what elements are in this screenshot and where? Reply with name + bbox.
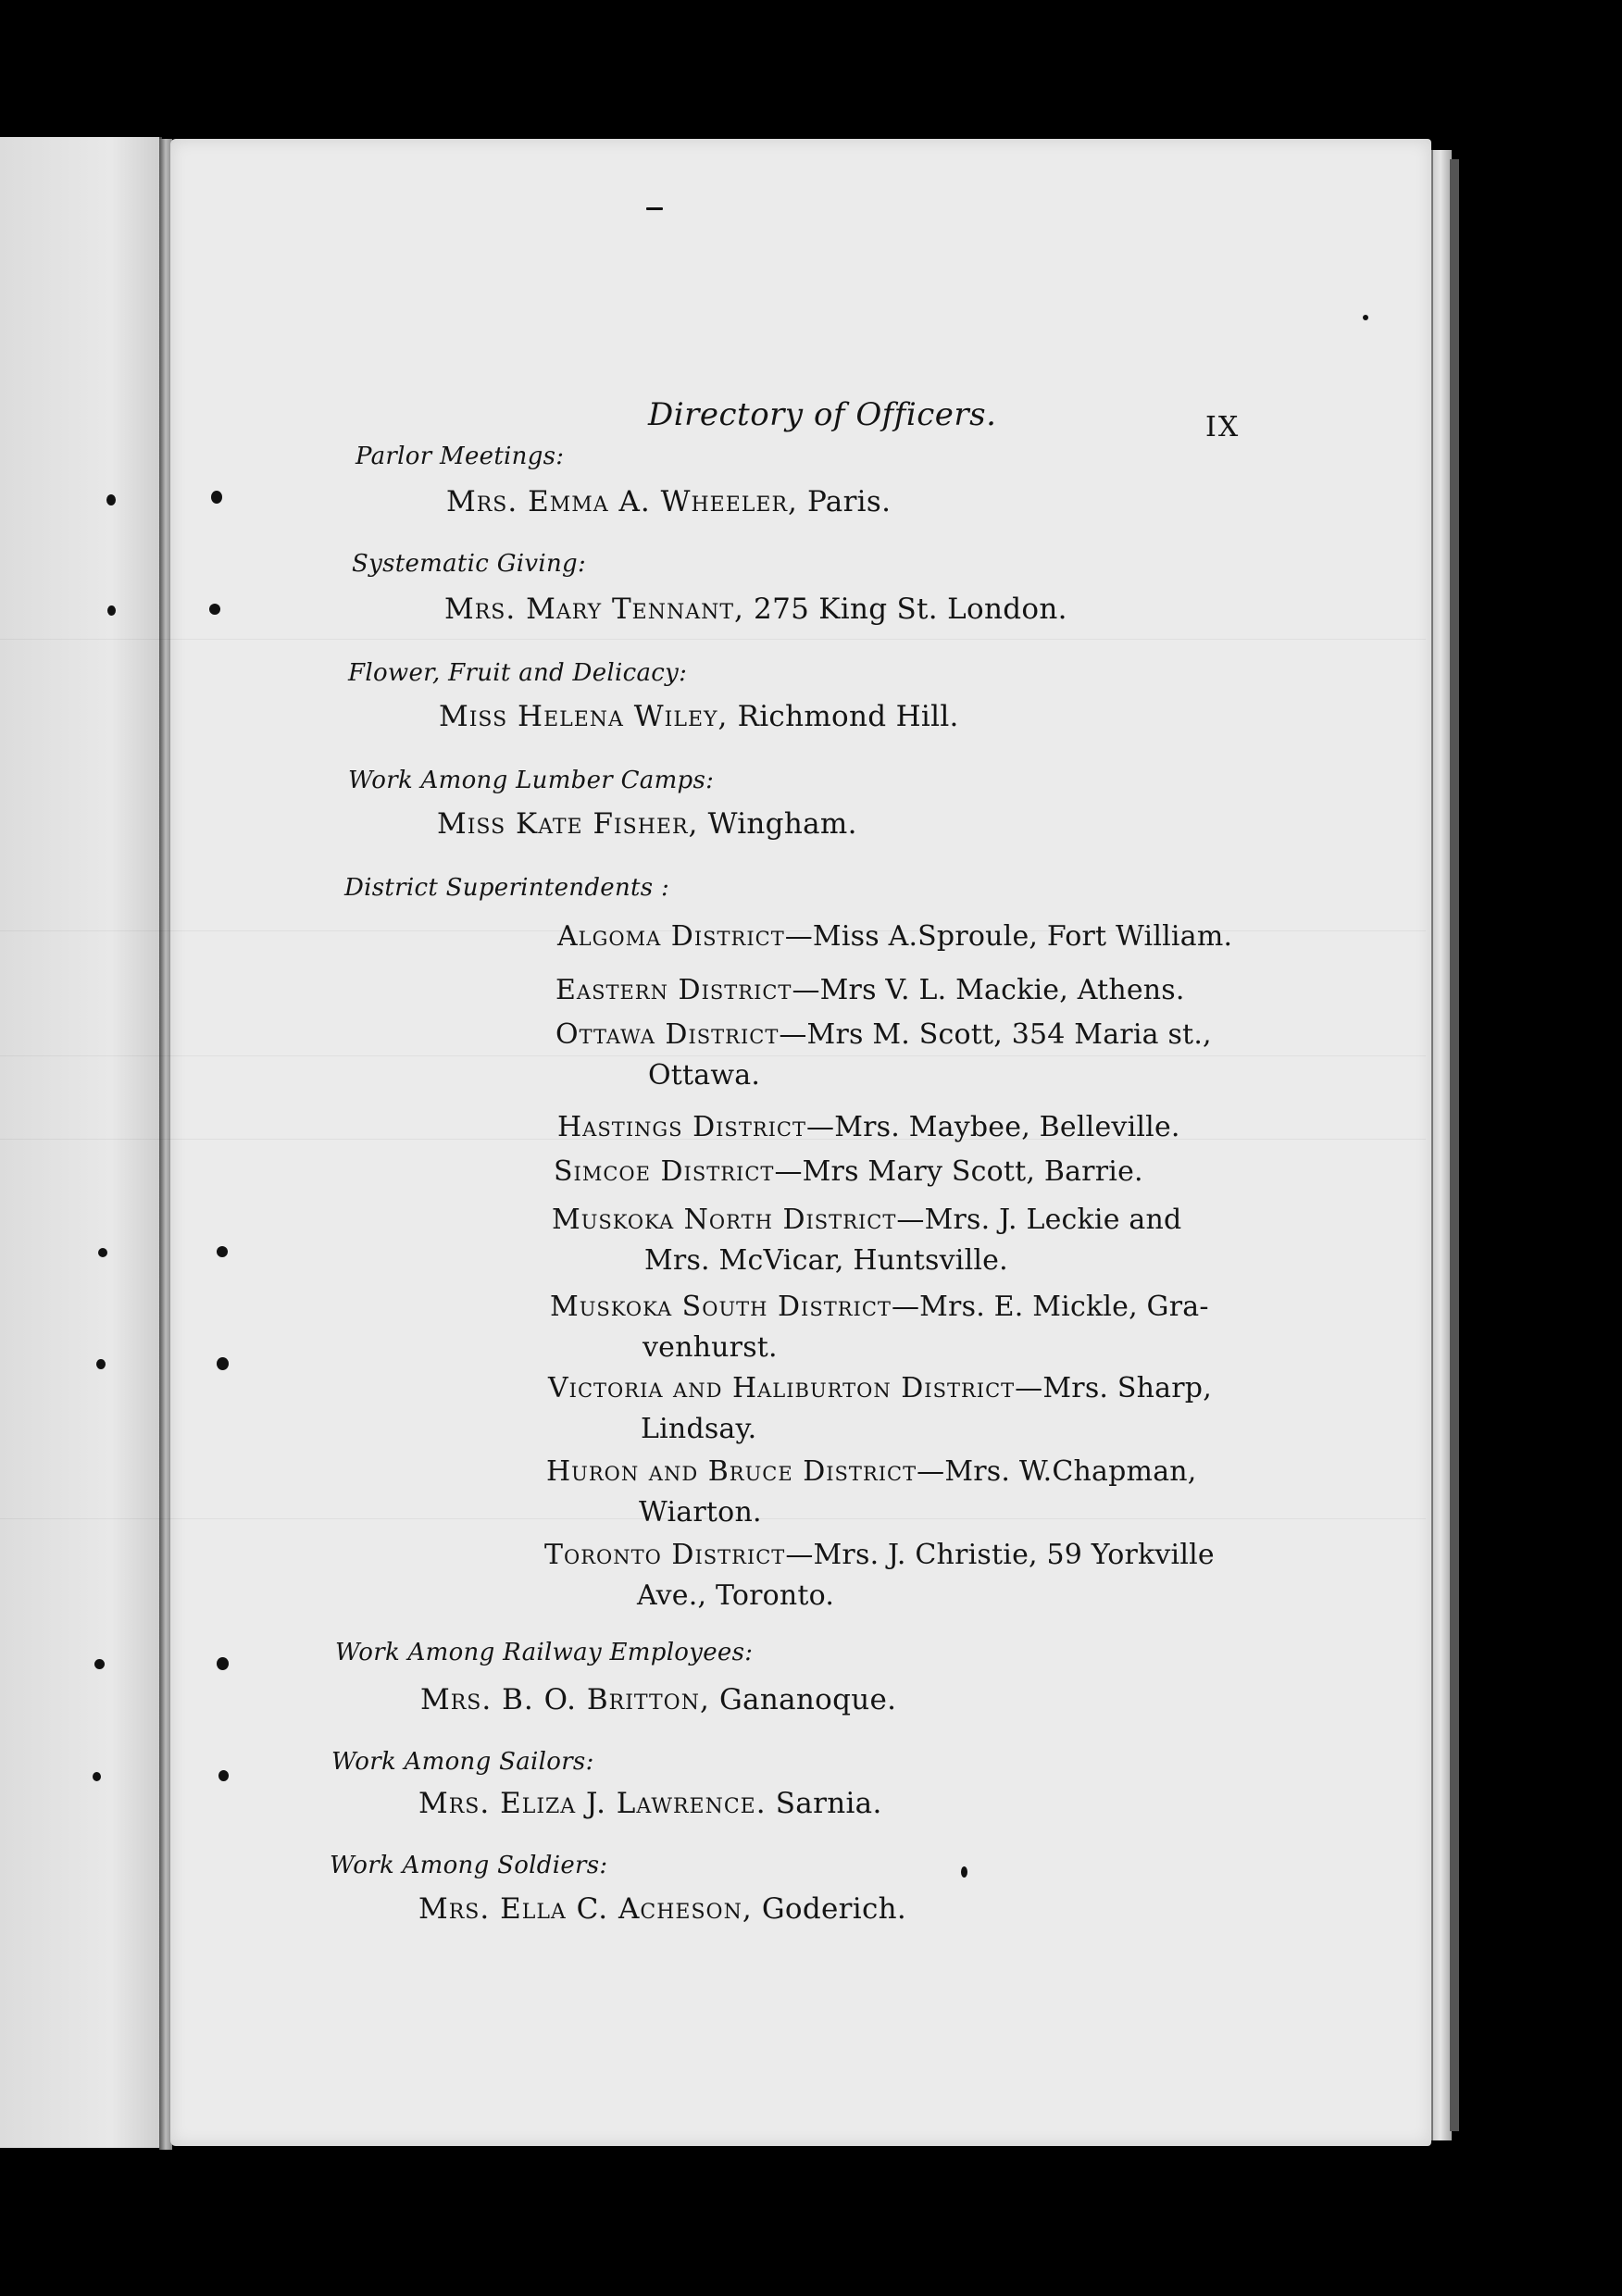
officer-place: Wingham. xyxy=(707,807,857,841)
district-entry xyxy=(544,1535,1220,1616)
entry-sailors xyxy=(418,1787,882,1820)
officer-place: 275 King St. London. xyxy=(754,593,1067,626)
section-heading-lumber: Work Among Lumber Camps: xyxy=(348,767,715,794)
district-officer-continued: Mrs. McVicar, Huntsville. xyxy=(644,1244,1008,1277)
officer-name: Mrs. B. O. Britton, xyxy=(420,1683,710,1716)
district-officer-continued: Lindsay. xyxy=(641,1413,757,1445)
district-name: Huron and Bruce District xyxy=(546,1455,917,1488)
entry-flower xyxy=(439,700,959,733)
officer-name: Miss Helena Wiley, xyxy=(439,700,729,733)
district-name: Muskoka South District xyxy=(550,1291,892,1323)
section-heading-sailors: Work Among Sailors: xyxy=(331,1748,594,1776)
district-officer: —Mrs V. L. Mackie, Athens. xyxy=(792,974,1185,1006)
officer-place: Sarnia. xyxy=(775,1787,882,1820)
section-heading-giving: Systematic Giving: xyxy=(352,550,587,578)
district-officer: —Mrs. E. Mickle, Gra- xyxy=(891,1291,1209,1323)
officer-name: Mrs. Eliza J. Lawrence. xyxy=(418,1787,767,1820)
district-entry xyxy=(548,1368,1224,1450)
section-heading-districts: District Superintendents : xyxy=(344,874,670,902)
district-entry xyxy=(557,1107,1233,1148)
running-head: Directory of Officers. xyxy=(648,396,997,433)
district-name: Ottawa District xyxy=(555,1018,780,1051)
officer-name: Mrs. Mary Tennant, xyxy=(444,593,744,626)
officer-place: Goderich. xyxy=(761,1892,907,1926)
district-entry xyxy=(552,1200,1228,1281)
district-name: Algoma District xyxy=(557,920,785,953)
district-officer: —Mrs. W.Chapman, xyxy=(917,1455,1197,1488)
section-heading-flower: Flower, Fruit and Delicacy: xyxy=(348,659,688,687)
entry-railway xyxy=(420,1683,896,1716)
officer-place: Paris. xyxy=(807,485,892,518)
officer-name: Mrs. Ella C. Acheson, xyxy=(418,1892,753,1926)
officer-place: Gananoque. xyxy=(718,1683,897,1716)
section-heading-soldiers: Work Among Soldiers: xyxy=(330,1852,608,1879)
entry-giving xyxy=(444,593,1067,626)
district-entry xyxy=(554,1152,1229,1192)
district-officer: —Miss A.Sproule, Fort William. xyxy=(784,920,1233,953)
entry-parlor xyxy=(446,485,891,518)
district-officer: —Mrs M. Scott, 354 Maria st., xyxy=(779,1018,1212,1051)
section-heading-railway: Work Among Railway Employees: xyxy=(335,1639,754,1666)
section-heading-parlor: Parlor Meetings: xyxy=(356,443,565,470)
officer-place: Richmond Hill. xyxy=(737,700,959,733)
district-entry xyxy=(557,917,1233,957)
district-officer: —Mrs. J. Leckie and xyxy=(896,1204,1182,1236)
district-officer: —Mrs. Sharp, xyxy=(1015,1372,1212,1404)
district-entry xyxy=(550,1287,1226,1368)
entry-soldiers xyxy=(418,1892,906,1926)
district-officer-continued: Ave., Toronto. xyxy=(637,1579,835,1612)
officer-name: Miss Kate Fisher, xyxy=(437,807,699,841)
district-officer: —Mrs Mary Scott, Barrie. xyxy=(774,1155,1143,1188)
district-officer: —Mrs. Maybee, Belleville. xyxy=(806,1111,1180,1143)
district-entry xyxy=(555,970,1231,1011)
district-officer-continued: Ottawa. xyxy=(648,1059,761,1092)
page-number: IX xyxy=(1205,411,1241,443)
district-entry xyxy=(546,1452,1222,1533)
district-entry xyxy=(555,1015,1231,1096)
district-officer-continued: Wiarton. xyxy=(639,1496,762,1529)
district-name: Eastern District xyxy=(555,974,792,1006)
entry-lumber xyxy=(437,807,857,841)
district-name: Victoria and Haliburton District xyxy=(548,1372,1016,1404)
district-name: Toronto District xyxy=(544,1539,786,1571)
district-name: Simcoe District xyxy=(554,1155,775,1188)
officer-name: Mrs. Emma A. Wheeler, xyxy=(446,485,798,518)
district-name: Hastings District xyxy=(557,1111,807,1143)
district-officer-continued: venhurst. xyxy=(643,1331,778,1364)
district-officer: —Mrs. J. Christie, 59 Yorkville xyxy=(785,1539,1215,1571)
district-name: Muskoka North District xyxy=(552,1204,897,1236)
